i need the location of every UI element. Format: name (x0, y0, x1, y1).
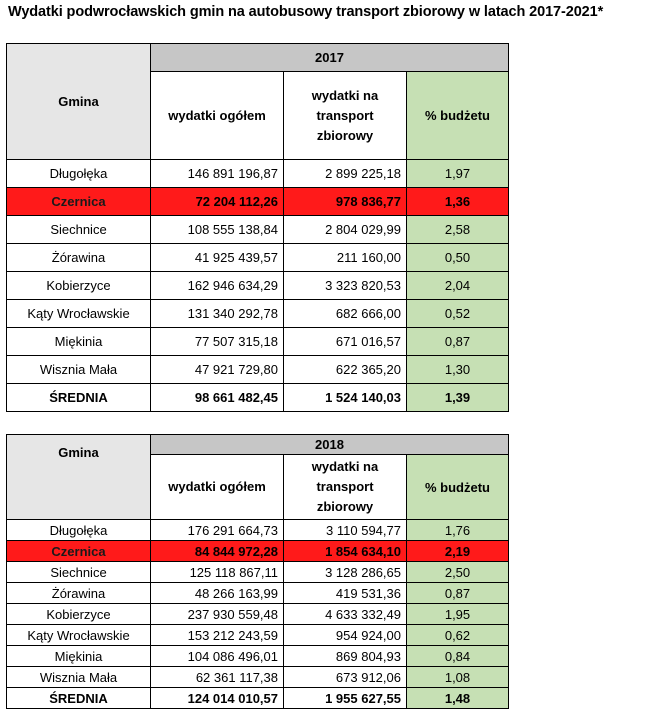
gmina-cell: Wisznia Mała (7, 667, 151, 688)
pct-cell: 1,76 (407, 520, 509, 541)
table-row (7, 328, 509, 356)
total-cell: 41 925 439,57 (151, 244, 284, 272)
table-row (7, 300, 509, 328)
table-row-average (7, 688, 509, 709)
transport-cell: 3 110 594,77 (284, 520, 407, 541)
header-pct: % budżetu (407, 72, 509, 160)
transport-cell: 869 804,93 (284, 646, 407, 667)
table-row (7, 520, 509, 541)
pct-cell: 0,87 (407, 583, 509, 604)
gmina-cell: Kąty Wrocławskie (7, 300, 151, 328)
table-row (7, 562, 509, 583)
gmina-cell: Czernica (7, 188, 151, 216)
pct-cell: 1,97 (407, 160, 509, 188)
transport-cell: 419 531,36 (284, 583, 407, 604)
gmina-cell: Wisznia Mała (7, 356, 151, 384)
total-cell: 176 291 664,73 (151, 520, 284, 541)
pct-cell: 1,30 (407, 356, 509, 384)
table-row (7, 604, 509, 625)
header-gmina: Gmina (7, 435, 151, 520)
pct-cell: 0,50 (407, 244, 509, 272)
header-year: 2017 (151, 44, 509, 72)
table-row (7, 356, 509, 384)
total-cell: 47 921 729,80 (151, 356, 284, 384)
pct-cell: 1,08 (407, 667, 509, 688)
gmina-cell: Żórawina (7, 244, 151, 272)
table-row-highlighted (7, 188, 509, 216)
transport-cell: 673 912,06 (284, 667, 407, 688)
total-cell: 62 361 117,38 (151, 667, 284, 688)
pct-cell: 0,62 (407, 625, 509, 646)
transport-cell: 978 836,77 (284, 188, 407, 216)
pct-cell: 0,84 (407, 646, 509, 667)
total-cell: 108 555 138,84 (151, 216, 284, 244)
table-row-average (7, 384, 509, 412)
total-cell: 104 086 496,01 (151, 646, 284, 667)
transport-cell: 3 128 286,65 (284, 562, 407, 583)
pct-cell: 1,36 (407, 188, 509, 216)
total-cell: 124 014 010,57 (151, 688, 284, 709)
table-row (7, 625, 509, 646)
table-row (7, 244, 509, 272)
header-transport: wydatki na transport zbiorowy (284, 72, 407, 160)
table-row (7, 583, 509, 604)
header-year: 2018 (151, 435, 509, 455)
header-total: wydatki ogółem (151, 72, 284, 160)
table-row (7, 272, 509, 300)
pct-cell: 2,58 (407, 216, 509, 244)
gmina-cell: Siechnice (7, 562, 151, 583)
gmina-cell: Długołęka (7, 520, 151, 541)
pct-cell: 1,95 (407, 604, 509, 625)
transport-cell: 1 524 140,03 (284, 384, 407, 412)
total-cell: 237 930 559,48 (151, 604, 284, 625)
total-cell: 153 212 243,59 (151, 625, 284, 646)
table-row (7, 667, 509, 688)
transport-cell: 2 804 029,99 (284, 216, 407, 244)
table-row (7, 160, 509, 188)
total-cell: 131 340 292,78 (151, 300, 284, 328)
table-row (7, 646, 509, 667)
gmina-cell: Żórawina (7, 583, 151, 604)
expenses-table-2017 (6, 43, 509, 412)
total-cell: 84 844 972,28 (151, 541, 284, 562)
page-title: Wydatki podwrocławskich gmin na autobusowy transport zbiorowy w latach 2017-2021* (8, 4, 604, 20)
table-row-highlighted (7, 541, 509, 562)
transport-cell: 4 633 332,49 (284, 604, 407, 625)
gmina-cell: Kobierzyce (7, 604, 151, 625)
total-cell: 146 891 196,87 (151, 160, 284, 188)
transport-cell: 671 016,57 (284, 328, 407, 356)
gmina-cell: Miękinia (7, 328, 151, 356)
table-row (7, 216, 509, 244)
total-cell: 48 266 163,99 (151, 583, 284, 604)
gmina-cell: Siechnice (7, 216, 151, 244)
pct-cell: 1,48 (407, 688, 509, 709)
pct-cell: 0,52 (407, 300, 509, 328)
total-cell: 162 946 634,29 (151, 272, 284, 300)
transport-cell: 954 924,00 (284, 625, 407, 646)
gmina-cell: Czernica (7, 541, 151, 562)
gmina-cell: Długołęka (7, 160, 151, 188)
gmina-cell: Kobierzyce (7, 272, 151, 300)
transport-cell: 3 323 820,53 (284, 272, 407, 300)
total-cell: 125 118 867,11 (151, 562, 284, 583)
gmina-cell: Kąty Wrocławskie (7, 625, 151, 646)
transport-cell: 682 666,00 (284, 300, 407, 328)
gmina-cell: Miękinia (7, 646, 151, 667)
transport-cell: 1 854 634,10 (284, 541, 407, 562)
header-transport: wydatki na transport zbiorowy (284, 455, 407, 520)
header-total: wydatki ogółem (151, 455, 284, 520)
transport-cell: 622 365,20 (284, 356, 407, 384)
transport-cell: 211 160,00 (284, 244, 407, 272)
pct-cell: 2,04 (407, 272, 509, 300)
total-cell: 98 661 482,45 (151, 384, 284, 412)
header-gmina: Gmina (7, 44, 151, 160)
gmina-cell: ŚREDNIA (7, 688, 151, 709)
pct-cell: 1,39 (407, 384, 509, 412)
gmina-cell: ŚREDNIA (7, 384, 151, 412)
transport-cell: 2 899 225,18 (284, 160, 407, 188)
total-cell: 77 507 315,18 (151, 328, 284, 356)
pct-cell: 2,50 (407, 562, 509, 583)
pct-cell: 2,19 (407, 541, 509, 562)
pct-cell: 0,87 (407, 328, 509, 356)
transport-cell: 1 955 627,55 (284, 688, 407, 709)
total-cell: 72 204 112,26 (151, 188, 284, 216)
header-pct: % budżetu (407, 455, 509, 520)
expenses-table-2018 (6, 434, 509, 709)
